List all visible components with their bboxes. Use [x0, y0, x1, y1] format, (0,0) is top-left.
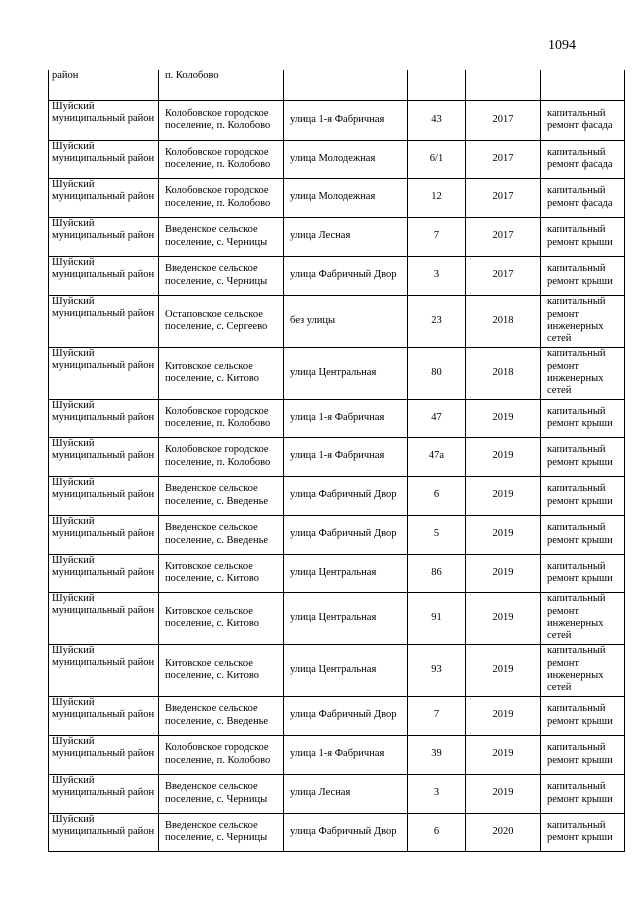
cell-street: улица Молодежная: [284, 178, 408, 217]
cell-settlement: Колобовское городское поселение, п. Колобово: [159, 140, 284, 178]
cell-year: 2018: [466, 347, 541, 399]
cell-house: 3: [408, 256, 466, 295]
repair-schedule-table: [48, 70, 625, 852]
cell-work: капитальный ремонт крыши: [541, 813, 625, 851]
cell-work: капитальный ремонт инженерных сетей: [541, 347, 625, 399]
cell-work: капитальный ремонт крыши: [541, 735, 625, 774]
cell-year: 2017: [466, 140, 541, 178]
cell-year: 2019: [466, 774, 541, 813]
cell-year: 2020: [466, 813, 541, 851]
cell-house: 7: [408, 696, 466, 735]
cell-work: капитальный ремонт фасада: [541, 140, 625, 178]
table-row: [49, 696, 625, 735]
cell-settlement: Колобовское городское поселение, п. Колобово: [159, 178, 284, 217]
cell-year: 2019: [466, 644, 541, 696]
cell-house: [408, 70, 466, 100]
cell-district: Шуйский муниципальный район: [49, 399, 159, 437]
cell-district: Шуйский муниципальный район: [49, 295, 159, 347]
cell-house: 12: [408, 178, 466, 217]
cell-street: улица 1-я Фабричная: [284, 437, 408, 476]
table-row: [49, 217, 625, 256]
cell-settlement: п. Колобово: [159, 70, 284, 100]
cell-year: 2019: [466, 592, 541, 644]
cell-house: 93: [408, 644, 466, 696]
cell-house: 6: [408, 476, 466, 515]
cell-house: 3: [408, 774, 466, 813]
cell-house: 43: [408, 100, 466, 140]
cell-district: Шуйский муниципальный район: [49, 437, 159, 476]
cell-street: улица Центральная: [284, 644, 408, 696]
table-row: [49, 295, 625, 347]
cell-district: Шуйский муниципальный район: [49, 696, 159, 735]
cell-year: 2019: [466, 515, 541, 554]
table-row: [49, 774, 625, 813]
table-row-continued: [49, 70, 625, 100]
cell-district: Шуйский муниципальный район: [49, 476, 159, 515]
cell-street: улица 1-я Фабричная: [284, 399, 408, 437]
cell-work: капитальный ремонт крыши: [541, 696, 625, 735]
cell-work: капитальный ремонт крыши: [541, 554, 625, 592]
cell-house: 39: [408, 735, 466, 774]
cell-street: улица Лесная: [284, 774, 408, 813]
table-row: [49, 644, 625, 696]
cell-district: Шуйский муниципальный район: [49, 774, 159, 813]
cell-street: улица Центральная: [284, 554, 408, 592]
cell-street: [284, 70, 408, 100]
table-row: [49, 399, 625, 437]
cell-settlement: Введенское сельское поселение, с. Черницы: [159, 217, 284, 256]
cell-year: 2017: [466, 178, 541, 217]
table-row: [49, 813, 625, 851]
cell-district: Шуйский муниципальный район: [49, 140, 159, 178]
cell-street: улица Фабричный Двор: [284, 696, 408, 735]
table-row: [49, 140, 625, 178]
table-row: [49, 554, 625, 592]
cell-district: Шуйский муниципальный район: [49, 813, 159, 851]
cell-settlement: Китовское сельское поселение, с. Китово: [159, 554, 284, 592]
cell-year: 2019: [466, 696, 541, 735]
cell-street: улица Лесная: [284, 217, 408, 256]
page-number: 1094: [548, 38, 576, 53]
cell-house: 23: [408, 295, 466, 347]
cell-street: улица Молодежная: [284, 140, 408, 178]
cell-district: Шуйский муниципальный район: [49, 217, 159, 256]
cell-house: 80: [408, 347, 466, 399]
cell-settlement: Введенское сельское поселение, с. Введенье: [159, 515, 284, 554]
cell-street: улица 1-я Фабричная: [284, 735, 408, 774]
cell-work: капитальный ремонт крыши: [541, 515, 625, 554]
cell-year: 2019: [466, 399, 541, 437]
cell-work: капитальный ремонт фасада: [541, 100, 625, 140]
table-row: [49, 515, 625, 554]
cell-district: Шуйский муниципальный район: [49, 100, 159, 140]
cell-settlement: Введенское сельское поселение, с. Введенье: [159, 696, 284, 735]
cell-house: 5: [408, 515, 466, 554]
cell-street: улица Фабричный Двор: [284, 813, 408, 851]
table-row: [49, 437, 625, 476]
cell-settlement: Колобовское городское поселение, п. Колобово: [159, 100, 284, 140]
cell-house: 6: [408, 813, 466, 851]
table-row: [49, 256, 625, 295]
cell-work: [541, 70, 625, 100]
cell-settlement: Остаповское сельское поселение, с. Сергеево: [159, 295, 284, 347]
cell-house: 6/1: [408, 140, 466, 178]
table-row: [49, 178, 625, 217]
table-row: [49, 347, 625, 399]
cell-street: улица Центральная: [284, 347, 408, 399]
table-row: [49, 476, 625, 515]
cell-district: Шуйский муниципальный район: [49, 256, 159, 295]
cell-work: капитальный ремонт крыши: [541, 774, 625, 813]
cell-work: капитальный ремонт крыши: [541, 217, 625, 256]
cell-settlement: Китовское сельское поселение, с. Китово: [159, 347, 284, 399]
cell-district: Шуйский муниципальный район: [49, 554, 159, 592]
cell-settlement: Китовское сельское поселение, с. Китово: [159, 644, 284, 696]
cell-year: 2019: [466, 476, 541, 515]
table-row: [49, 100, 625, 140]
cell-district: Шуйский муниципальный район: [49, 592, 159, 644]
cell-work: капитальный ремонт крыши: [541, 399, 625, 437]
cell-year: 2017: [466, 100, 541, 140]
cell-work: капитальный ремонт инженерных сетей: [541, 592, 625, 644]
cell-district: Шуйский муниципальный район: [49, 515, 159, 554]
cell-settlement: Китовское сельское поселение, с. Китово: [159, 592, 284, 644]
cell-house: 47а: [408, 437, 466, 476]
cell-work: капитальный ремонт фасада: [541, 178, 625, 217]
cell-year: [466, 70, 541, 100]
cell-settlement: Колобовское городское поселение, п. Колобово: [159, 399, 284, 437]
cell-settlement: Введенское сельское поселение, с. Черницы: [159, 813, 284, 851]
cell-street: улица Фабричный Двор: [284, 476, 408, 515]
cell-house: 47: [408, 399, 466, 437]
cell-district: Шуйский муниципальный район: [49, 178, 159, 217]
cell-settlement: Введенское сельское поселение, с. Черницы: [159, 774, 284, 813]
cell-year: 2017: [466, 217, 541, 256]
cell-street: улица 1-я Фабричная: [284, 100, 408, 140]
table-row: [49, 592, 625, 644]
cell-settlement: Колобовское городское поселение, п. Колобово: [159, 437, 284, 476]
cell-district: Шуйский муниципальный район: [49, 735, 159, 774]
cell-year: 2019: [466, 735, 541, 774]
cell-district: Шуйский муниципальный район: [49, 644, 159, 696]
cell-year: 2018: [466, 295, 541, 347]
cell-work: капитальный ремонт крыши: [541, 256, 625, 295]
cell-district: район: [49, 70, 159, 100]
table-row: [49, 735, 625, 774]
cell-street: улица Центральная: [284, 592, 408, 644]
cell-work: капитальный ремонт крыши: [541, 476, 625, 515]
cell-work: капитальный ремонт инженерных сетей: [541, 644, 625, 696]
cell-street: улица Фабричный Двор: [284, 256, 408, 295]
cell-district: Шуйский муниципальный район: [49, 347, 159, 399]
cell-year: 2017: [466, 256, 541, 295]
cell-settlement: Колобовское городское поселение, п. Колобово: [159, 735, 284, 774]
cell-house: 91: [408, 592, 466, 644]
cell-street: улица Фабричный Двор: [284, 515, 408, 554]
cell-house: 86: [408, 554, 466, 592]
cell-settlement: Введенское сельское поселение, с. Черницы: [159, 256, 284, 295]
cell-year: 2019: [466, 554, 541, 592]
cell-work: капитальный ремонт инженерных сетей: [541, 295, 625, 347]
cell-work: капитальный ремонт крыши: [541, 437, 625, 476]
cell-settlement: Введенское сельское поселение, с. Введенье: [159, 476, 284, 515]
cell-house: 7: [408, 217, 466, 256]
cell-street: без улицы: [284, 295, 408, 347]
cell-year: 2019: [466, 437, 541, 476]
